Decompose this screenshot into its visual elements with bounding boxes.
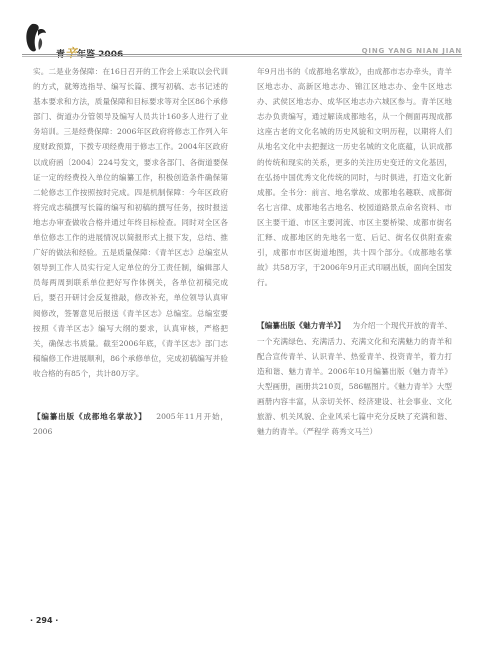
yearbook-title-pinyin: QING YANG NIAN JIAN	[361, 47, 462, 55]
page-number: · 294 ·	[30, 616, 59, 625]
header-divider	[22, 54, 462, 57]
left-column	[33, 64, 228, 439]
entry-heading: 【编纂出版《魅力青羊》】	[257, 321, 346, 331]
page-header	[22, 20, 462, 60]
yearbook-title: 青辛年鉴 2006	[56, 46, 124, 60]
right-column	[257, 64, 452, 439]
entry-heading: 【编纂出版《成都地名掌故》】	[33, 411, 147, 421]
entry-text: 为介绍一个现代开放的青羊、一个充满绿色、充满活力、充满文化和充满魅力的青羊和配合宣传青羊、认识青羊、热爱青羊、投资青羊，着力打造和谐、魅力青羊。2006年10月编纂出版《魅力青羊》大型画册，画册共210页，586幅图片。《魅力青羊》大型画册内容丰富，从亲切关怀、经济建设、社会事业、文化旅游、机关风貌、企业风采七篇中充分反映了充满和谐、魅力的青羊。（严程学 蒋秀文马兰）	[257, 321, 453, 437]
left-entry-paragraph	[33, 409, 228, 439]
right-body-paragraph: 年9月出书的《成都地名掌故》，由成都市志办牵头，青羊区地志办、高新区地志办、锦江区地志办、金牛区地志办、武侯区地志办、成华区地志办六城区参与。青羊区地志办负责编写，通过解读成都地名，从一个侧面再现成都这座古老的文化名城的历史风貌和文明历程，以期将人们从地名文化中去把握这一历史名城的文化底蕴，认识成都的传统和现实的关系，更多的关注历史变迁的文化基因，在弘扬中国优秀文化传统的同时，与时俱进，打造文化新成都。全书分：前言、地名掌故、成都地名趣联、成都街名七言律、成都地名古地名、校园道路景点命名资料、市区主要干道、市区主要河流、市区主要桥梁、成都市街名汇释、成都地区的先地名一览、后记、街名仅供附查索引，成都市市区街道地图，共十四个部分。《成都地名掌故》共58万字，于2006年9月正式印刷出版，面向全国发行。	[257, 67, 452, 288]
right-entry-paragraph	[257, 318, 452, 439]
entry-text: 2005年11月开始，2006	[33, 411, 228, 437]
left-body-paragraph: 实。二是业务保障：在16日召开的工作会上采取以会代训的方式，就筹选指导、编写长篇、撰写初稿、志书记述的基本要求和方法，质量保障和目标要求等对全区86个承修部门、街道办分管领导及编写人员共计160多人进行了业务培训。三是经费保障：2006年区政府将修志工作列入年度财政预算，下拨专项经费用于修志工作。2004年区政府以成府函〔2004〕224号发文，要求各部门、各街道要保证一定的经费投入单位的编纂工作，积极创造条件确保第二轮修志工作按照按时完成。四是机制保障：今年区政府将完成志稿撰写长篇的编写和初稿的撰写任务，按时报送地志办审查做收合格并通过年终目标检查。同时对全区各单位修志工作的进展情况以简报形式上报下发，总结、推广好的做法和经验。五是质量保障：《青羊区志》总编室从领导到工作人员实行定人定单位的分工责任制，编辑部人员每两周到联系单位把好写作体例关，各单位初稿完成后，要召开研讨会反复推敲，修改补充，单位领导认真审阅修改，签署意见后报送《青羊区志》总编室。总编室要按照《青羊区志》编写大纲的要求，认真审核，严格把关，确保志书质量。截至2006年底，《青羊区志》部门志稿编修工作进展顺利，86个承修单位，完成初稿编写并验收合格的有85个，共计80万字。	[33, 67, 228, 378]
yearbook-logo-icon	[22, 20, 56, 54]
